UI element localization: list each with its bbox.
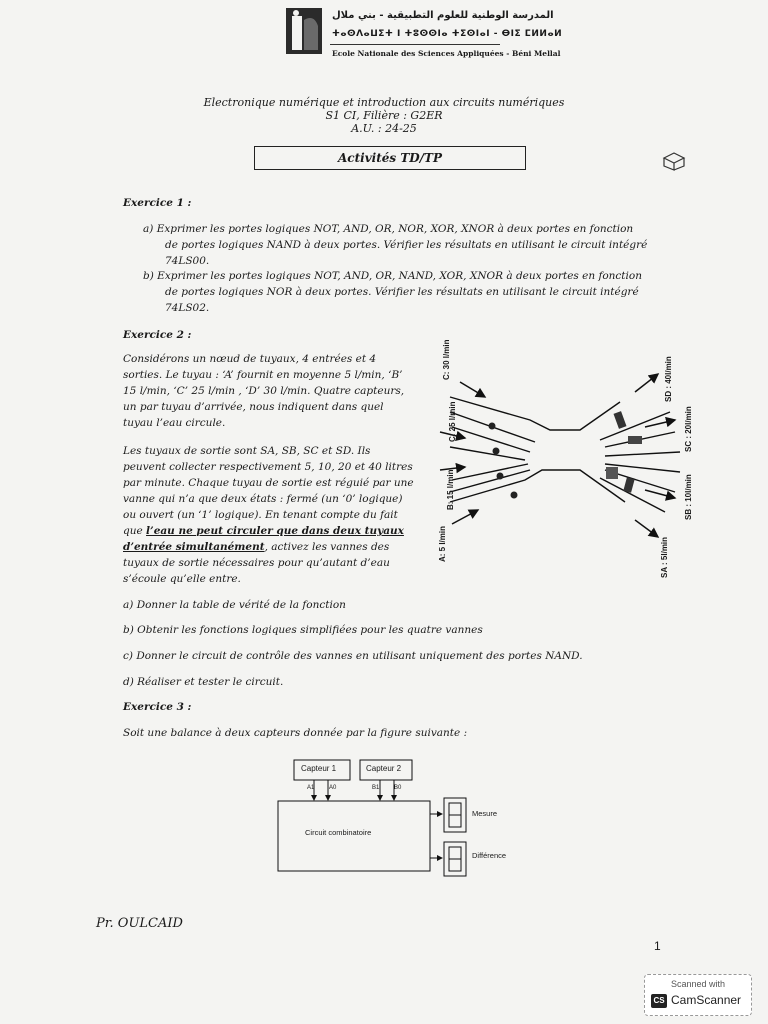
ex1-a-line-3: 74LS00. [165,255,210,267]
signal-b0: B0 [394,785,402,791]
scanned-with-text: Scanned with [670,979,726,989]
input-a-label: A: 5 l/min [438,525,447,562]
exercise-2-heading: Exercice 2 : [123,329,192,341]
ex2-p2-line-5: ou ouvert (un ‘1’ logique). En tenant compte du fait [123,509,398,521]
camscanner-icon: CS [651,994,667,1008]
ex1-b-line-2: de portes logiques NOR à deux portes. Vérifier les résultats en utilisant le circuit intégré [165,286,639,298]
output-sc-label: SC : 20l/min [684,406,693,452]
school-name-french: Ecole Nationale des Sciences Appliquées - Béni Mellal [332,49,561,58]
input-b-label: B: 15 l/min [446,469,455,510]
ex2-p1-line-4: un par tuyau d’arrivée, nous indiquent dans quel [123,401,384,413]
school-name-amazigh: ⵜⴰⵙⴷⴰⵡⵉⵜ ⵏ ⵜⵓⵙⵙⵏⴰ ⵜⵉⵙⵏⴰⵏ - ⴱⵏⵉ ⵎⵍⵍⴰⵍ [332,29,563,39]
input-c-label: C: 30 l/min [442,339,451,380]
output-sa-label: SA : 5l/min [660,536,669,578]
ex2-p1-line-2: sorties. Le tuyau : ‘A’ fournit en moyenne 5 l/min, ‘B’ [123,369,403,381]
ex2-p1-line-1: Considérons un nœud de tuyaux, 4 entrées et 4 [123,353,377,365]
ex2-question-d: d) Réaliser et tester le circuit. [123,676,284,688]
ex2-p2-line-9: s’écoule qu’elle entre. [123,573,241,585]
school-logo [284,6,324,56]
cube-doodle [660,150,688,172]
exercise-1-heading: Exercice 1 : [123,197,192,209]
ex2-question-c: c) Donner le circuit de contrôle des vannes en utilisant uniquement des portes NAND. [123,650,583,662]
ex1-b-line-1: b) Exprimer les portes logiques NOT, AND, OR, NAND, XOR, XNOR à deux portes en fonction [143,270,642,282]
ex2-p1-line-3: 15 l/min, ‘C’ 25 l/min , ‘D’ 30 l/min. Quatre capteurs, [123,385,405,397]
academic-year: A.U. : 24-25 [351,122,417,135]
ex2-p1-line-5: tuyau l’eau circule. [123,417,226,429]
mesure-label: Mesure [472,809,498,818]
ex2-p2-line-4: vanne qui n’a que deux états : fermé (un ‘0’ logique) [123,493,403,505]
ex1-a-line-2: de portes logiques NAND à deux portes. Vérifier les résultats en utilisant le circuit intégré [165,239,648,251]
camscanner-brand: CamScanner [671,993,742,1007]
ex2-emphasis-1: l’eau ne peut circuler que dans deux tuyaux [146,525,404,537]
input-d-label: C: 25 l/min [448,401,457,442]
difference-label: Différence [472,851,507,860]
ex1-a-line-1: a) Exprimer les portes logiques NOT, AND, OR, NOR, XOR, XNOR à deux portes en fonction [143,223,634,235]
page-number: 1 [654,939,661,953]
ex2-p2-line-1: Les tuyaux de sortie sont SA, SB, SC et SD. Ils [123,445,371,457]
ex2-p2-line-3: par minute. Chaque tuyau de sortie est réguié par une [123,477,414,489]
ex3-text: Soit une balance à deux capteurs donnée par la figure suivante : [123,727,468,739]
page-title: Activités TD/TP [254,146,526,170]
school-name-arabic: المدرسة الوطنية للعلوم التطبيقية - بني ملال [332,10,554,21]
capteur-2-label: Capteur 2 [366,764,402,773]
course-level: S1 CI, Filière : G2ER [325,109,443,122]
exercise-3-heading: Exercice 3 : [123,701,192,713]
signal-b1: B1 [372,785,380,791]
camscanner-watermark [644,974,752,1016]
ex2-p2-line-6-start: que [123,525,147,537]
ex2-p2-line-2: peuvent collecter respectivement 5, 10, 20 et 40 litres [123,461,413,473]
ex2-p2-line-7-end: , activez les vannes des [264,541,390,553]
course-title: Electronique numérique et introduction aux circuits numériques [203,96,565,109]
signal-a1: A1 [307,785,315,791]
output-sb-label: SB : 10l/min [684,474,693,520]
header-divider [330,44,500,45]
capteur-1-label: Capteur 1 [301,764,337,773]
signal-a0: A0 [329,785,337,791]
ex1-b-line-3: 74LS02. [165,302,210,314]
ex2-emphasis-2: d’entrée simultanément [123,541,265,553]
author-name: Pr. OULCAID [96,916,183,931]
balance-diagram [276,758,536,888]
ex2-question-a: a) Donner la table de vérité de la fonction [123,599,346,611]
circuit-label: Circuit combinatoire [305,828,372,837]
ex2-question-b: b) Obtenir les fonctions logiques simplifiées pour les quatre vannes [123,624,483,636]
ex2-p2-line-7 [123,539,389,555]
ex2-p2-line-8: tuyaux de sortie nécessaires pour qu’autant d’eau [123,557,390,569]
output-sd-label: SD : 40l/min [664,356,673,402]
ex2-p2-line-6 [123,523,404,539]
